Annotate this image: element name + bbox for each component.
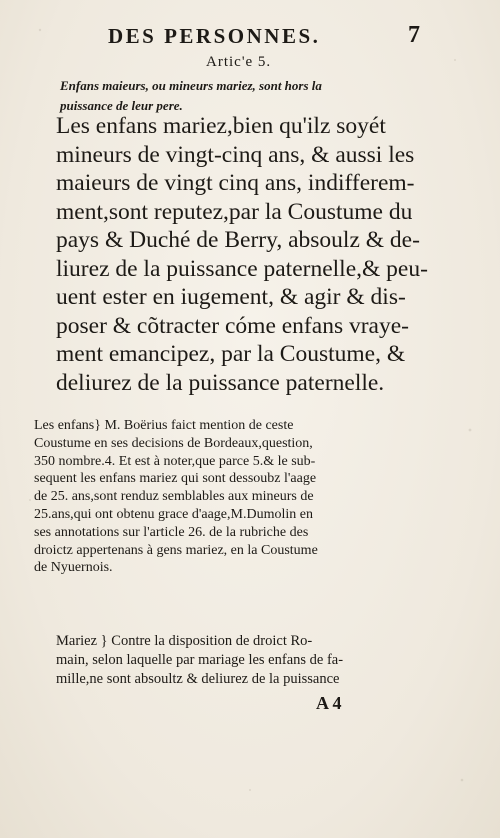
main-line: liurez de la puissance paternelle,& peu- xyxy=(56,255,428,282)
note2-line: main, selon laquelle par mariage les enfans de fa- xyxy=(56,652,344,668)
note-line: 350 nombre.4. Et est à noter,que parce 5.& le sub- xyxy=(34,453,316,469)
article-heading xyxy=(60,76,420,116)
running-head xyxy=(0,22,500,52)
note2-line: Mariez } Contre la disposition de droict Ro- xyxy=(56,633,313,649)
main-line: ment emancipez, par la Coustume, & xyxy=(56,341,406,367)
note2-line: mille,ne sont absoultz & deliurez de la puissance xyxy=(56,671,340,687)
page-number: 7 xyxy=(408,22,420,48)
note-line: de 25. ans,sont renduz semblables aux mineurs de xyxy=(34,489,314,505)
main-line: mineurs de vingt-cinq ans, & aussi les xyxy=(56,141,415,168)
note-line: 25.ans,qui ont obtenu grace d'aage,M.Dumolin en xyxy=(34,506,313,522)
main-line: uent ester en iugement, & agir & dis- xyxy=(56,284,406,310)
commentary-note-second xyxy=(56,632,438,689)
note-line: sequent les enfans mariez qui sont dessoubz l'aage xyxy=(34,471,317,487)
note-line: droictz appertenans à gens mariez, en la Coustume xyxy=(34,542,318,558)
signature-mark: A 4 xyxy=(316,693,342,713)
note-line: Coustume en ses decisions de Bordeaux,question, xyxy=(34,435,313,451)
main-line: Les enfans mariez,bien qu'ilz soyét xyxy=(56,113,386,139)
main-line: ment,sont reputez,par la Coustume du xyxy=(56,198,413,225)
main-line: deliurez de la puissance paternelle. xyxy=(56,369,385,396)
running-title: DES PERSONNES. xyxy=(108,24,321,48)
note-line: Les enfans} M. Boërius faict mention de ceste xyxy=(34,418,294,433)
heading-line: puissance de leur pere. xyxy=(60,98,183,113)
main-paragraph xyxy=(56,112,428,397)
main-line: poser & cõtracter cóme enfans vraye- xyxy=(56,312,409,339)
heading-line: Enfans maieurs, ou mineurs mariez, sont hors la xyxy=(60,78,322,93)
commentary-note xyxy=(34,417,438,577)
main-line: maieurs de vingt cinq ans, indifferem- xyxy=(56,170,415,196)
note-line: de Nyuernois. xyxy=(34,560,113,576)
note-line: ses annotations sur l'article 26. de la rubriche des xyxy=(34,524,309,540)
article-label: Artic'e 5. xyxy=(206,54,272,70)
main-line: pays & Duché de Berry, absoulz & de- xyxy=(56,227,420,253)
